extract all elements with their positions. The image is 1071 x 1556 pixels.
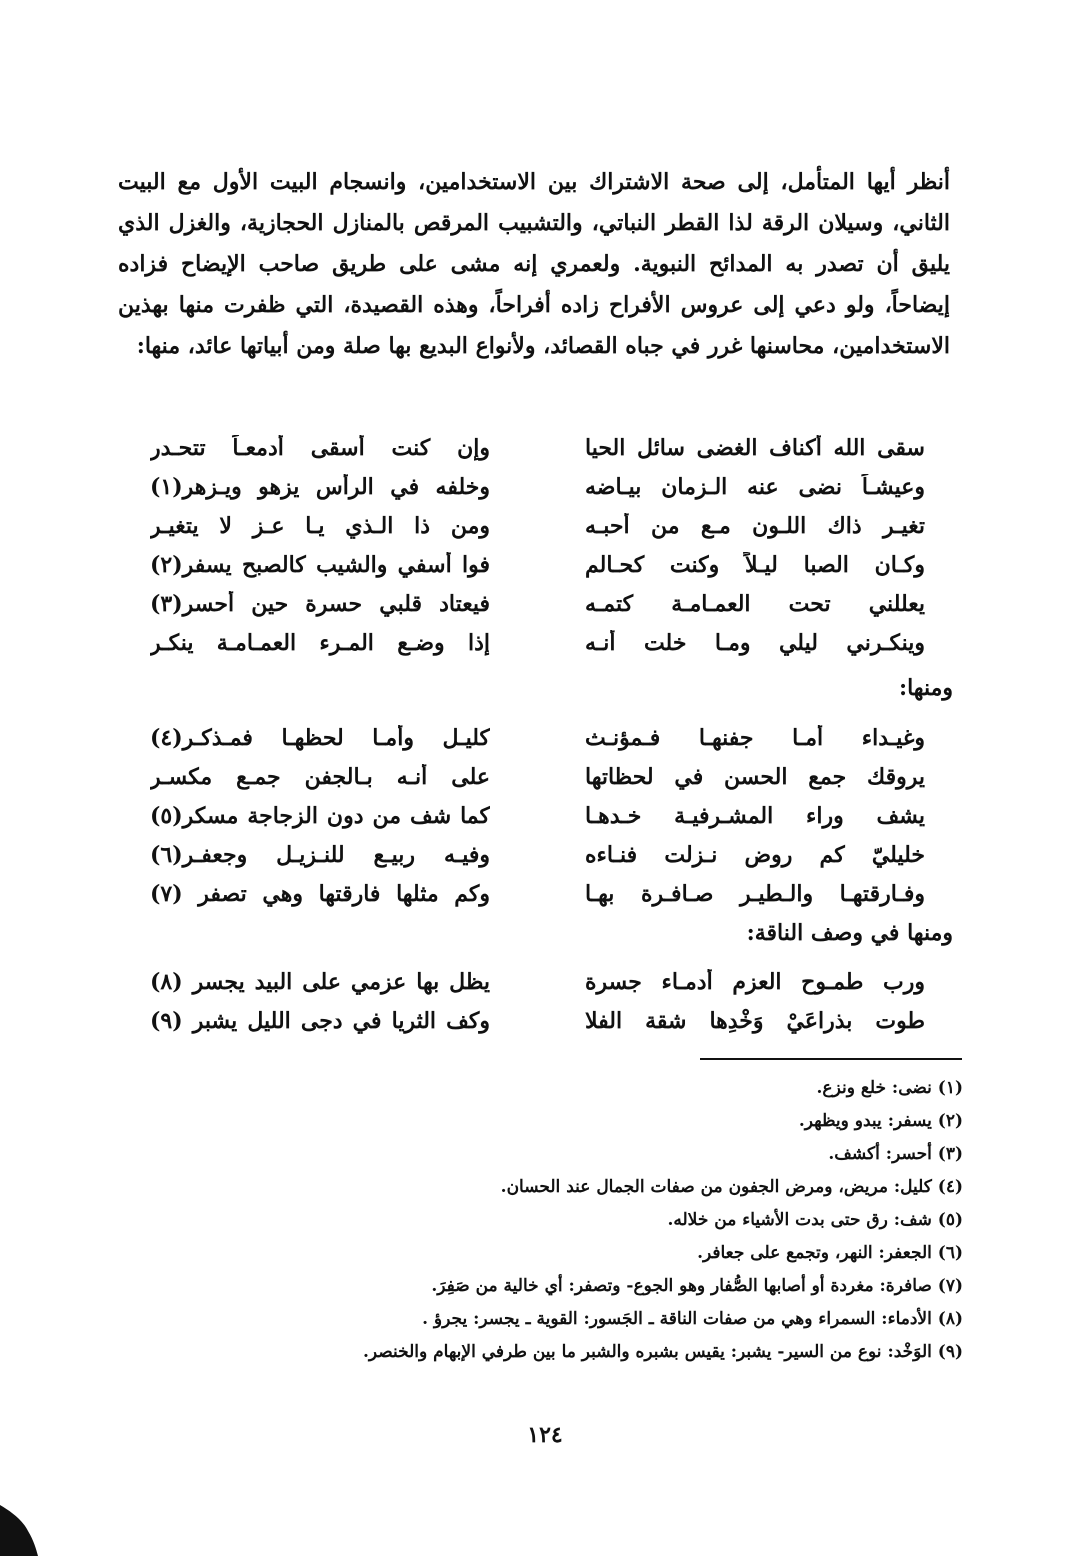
verse-line [150, 962, 925, 1001]
verse-second-hemistich: على أنـه بـالجفن جمـع مكسـر [150, 763, 490, 790]
verse-line [150, 506, 925, 545]
prose-paragraph [118, 162, 950, 367]
verse-second-hemistich: فوا أسفي والشيب كالصبح يسفر(٢) [150, 551, 490, 578]
verse-first-hemistich: وفـارقتهـا والـطيـر صـافـرة بهـا [585, 880, 925, 907]
verse-first-hemistich: يروقك جمع الحسن في لحظاتها [585, 763, 925, 790]
footnote-separator [700, 1058, 962, 1060]
verse-second-hemistich: كما شف من دون الزجاجة مسكر(٥) [150, 802, 490, 829]
verse-second-hemistich: وإن كنت أسقى أدمعـاً تتحـدر [150, 434, 490, 461]
verse-line [150, 623, 925, 662]
footnote-item: (٤) كليل: مريض، ومرض الجفون من صفات الجمال عند الحسان. [500, 1177, 963, 1197]
footnote-item: (٩) الوَخْد: نوع من السير- يشبر: يقيس بشبره والشبر ما بين طرفي الإبهام والخنصر. [362, 1342, 963, 1362]
verse-first-hemistich: وكـان الصبا ليـلاً وكنت كحـالم [585, 551, 925, 578]
verse-line [150, 718, 925, 757]
footnotes [250, 1072, 963, 1369]
verse-first-hemistich: يشف وراء المشـرفيـة خـدهـا [585, 802, 925, 829]
verse-line [150, 874, 925, 913]
verse-first-hemistich: وغيـداء أمـا جفنهـا فـمؤنـث [585, 724, 925, 751]
footnote-item: (٥) شف: رق حتى بدت الأشياء من خلاله. [667, 1210, 963, 1230]
verse-line [150, 835, 925, 874]
footnote-item: (١) نضى: خلع ونزع. [816, 1078, 963, 1098]
footnote-item: (٢) يسفر: يبدو ويظهر. [798, 1111, 963, 1131]
verse-line [150, 584, 925, 623]
verse-second-hemistich: إذا وضـع المـرء العمـامـة ينكـر [150, 629, 490, 656]
verse-second-hemistich: وفيـه ربيـع للنـزيـل وجعفـر(٦) [150, 841, 490, 868]
poem-block-3 [150, 962, 925, 1040]
verse-first-hemistich: خليليّ كم روض نـزلت فنـاءه [585, 841, 925, 868]
scan-edge-smudge [0, 1505, 38, 1556]
verse-line [150, 545, 925, 584]
verse-second-hemistich: ومن ذا الـذي يـا عـز لا يتغيـر [150, 512, 490, 539]
verse-second-hemistich: فيعتاد قلبي حسرة حين أحسر(٣) [150, 590, 490, 617]
footnote-item: (٧) صافرة: مغردة أو أصابها الصُّفار وهو الجوع- وتصفر: أي خالية من صَفِرَ. [431, 1276, 963, 1296]
verse-first-hemistich: ورب طمـوح العزم أدمـاء جسرة [585, 968, 925, 995]
verse-second-hemistich: وكم مثلها فارقتها وهي تصفر (٧) [150, 880, 490, 907]
section-label-naqa: ومنها في وصف الناقة: [746, 920, 953, 946]
footnote-item: (٣) أحسر: أكشف. [828, 1144, 963, 1164]
verse-line [150, 796, 925, 835]
section-label-minha: ومنها: [898, 675, 953, 701]
verse-first-hemistich: طوت بذراعَيْ وَخْدِها شقة الفلا [585, 1007, 925, 1034]
verse-line [150, 1001, 925, 1040]
verse-second-hemistich: وكف الثريا في دجى الليل يشبر (٩) [150, 1007, 490, 1034]
prose-text: أنظر أيها المتأمل، إلى صحة الاشتراك بين الاستخدامين، وانسجام البيت الأول مع البيت الثاني، وسيلان الرقة لذا القطر النباتي، والتشبيب المرقص بالمنازل الحجازية، والغزل الذي يليق أن تصدر به المدائح النبوية. ولعمري إنه مشى على طريق صاحب الإيضاح فزاده إيضاحاً، ولو دعي إلى عروس الأفراح زاده أفراحاً، وهذه القصيدة، التي ظفرت منها بهذين الاستخدامين، محاسنها غرر في جباه القصائد، ولأنواع البديع بها صلة ومن أبياتها عائد، منها: [118, 169, 950, 359]
footnote-item: (٨) الأدماء: السمراء وهي من صفات الناقة ـ الجَسور: القوية ـ يجسر: يجرؤ . [422, 1309, 963, 1329]
footnote-item: (٦) الجعفر: النهر، وتجمع على جعافر. [697, 1243, 963, 1263]
verse-line [150, 757, 925, 796]
verse-first-hemistich: سقى الله أكناف الغضى سائل الحيا [585, 434, 925, 461]
poem-block-1 [150, 428, 925, 662]
verse-line [150, 428, 925, 467]
verse-first-hemistich: يعللني تحت العمـامـة كتمـه [585, 590, 925, 617]
verse-first-hemistich: تغيـر ذاك اللـون مـع من أحبـه [585, 512, 925, 539]
verse-second-hemistich: يظل بها عزمي على البيد يجسر (٨) [150, 968, 490, 995]
verse-first-hemistich: وعيشـاً نضى عنه الـزمان بيـاضه [585, 473, 925, 500]
verse-second-hemistich: وخلفه في الرأس يزهو ويـزهر(١) [150, 473, 490, 500]
page-number: ١٢٤ [527, 1422, 563, 1448]
poem-block-2 [150, 718, 925, 913]
verse-second-hemistich: كليـل وأمـا لحظهـا فمـذكـر(٤) [150, 724, 490, 751]
verse-line [150, 467, 925, 506]
verse-first-hemistich: وينكـرني ليلي ومـا خلت أنـه [585, 629, 925, 656]
